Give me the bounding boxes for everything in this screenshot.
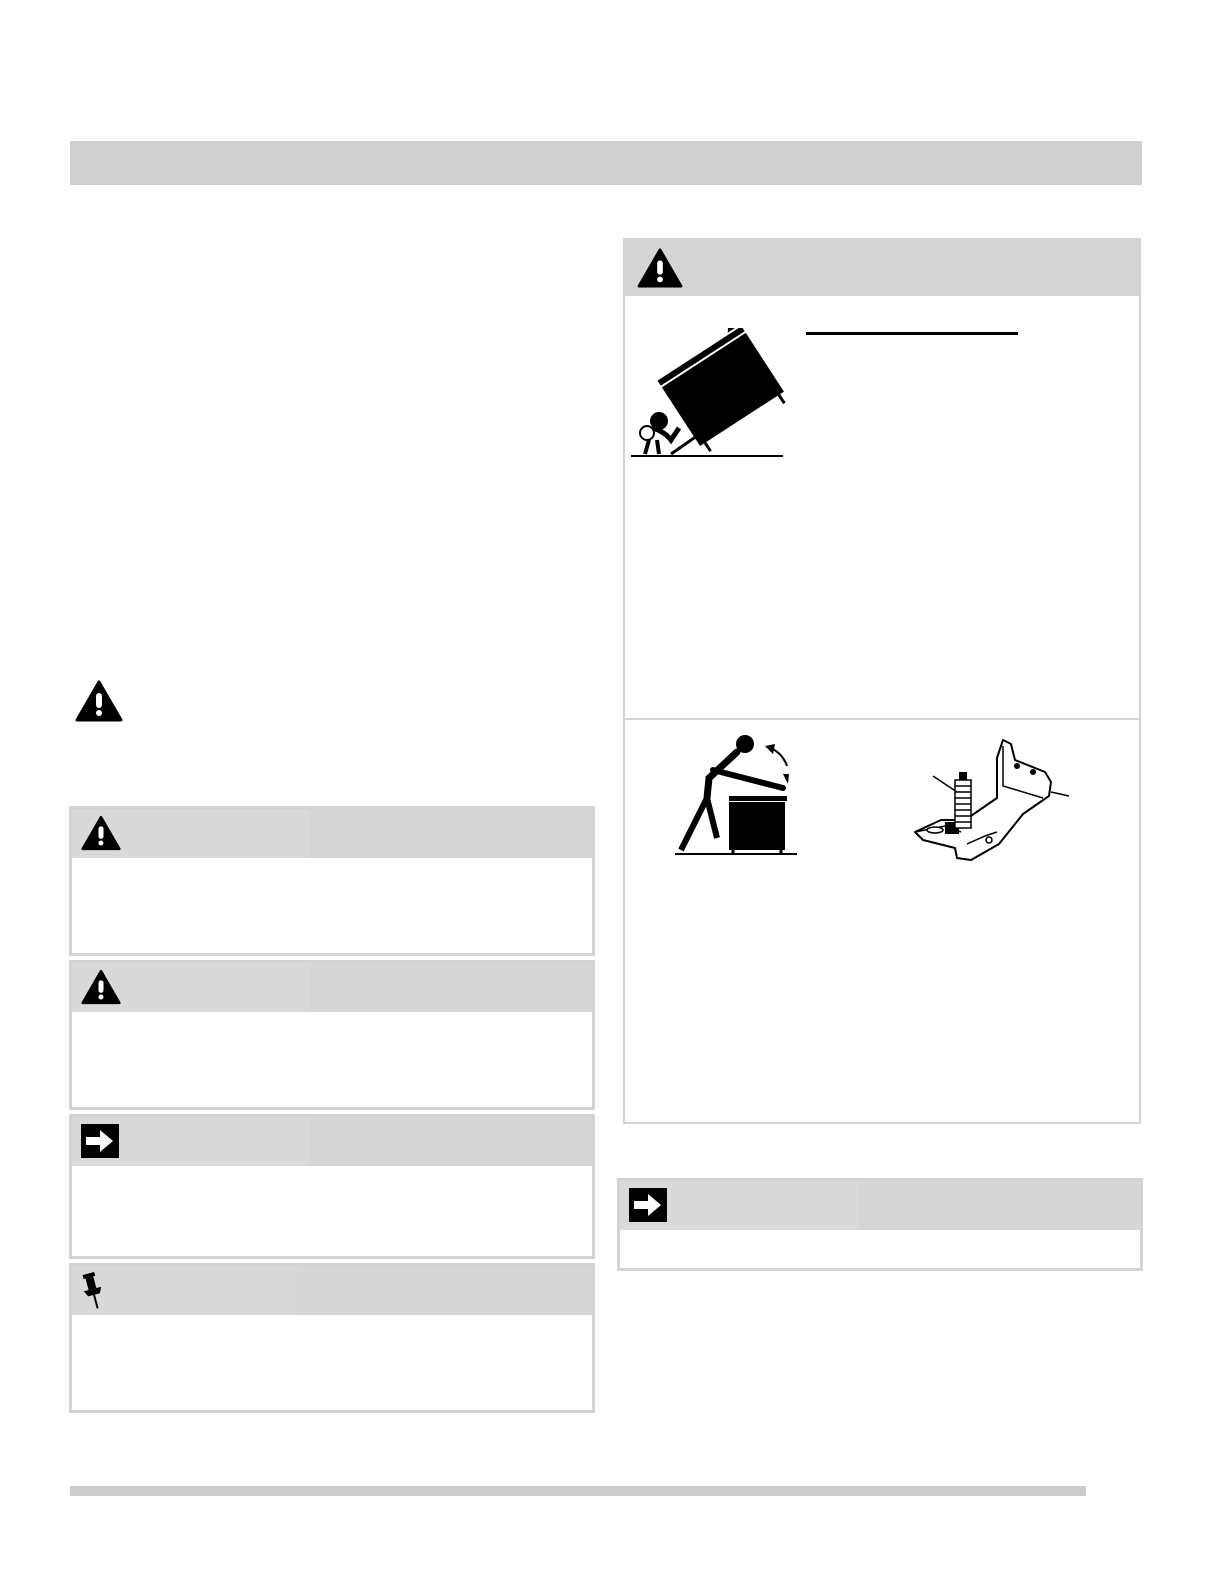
important-box-header (620, 1181, 1140, 1230)
warning-box-2 (69, 960, 595, 1110)
warning-box-header (72, 963, 592, 1012)
warning-triangle-icon (637, 248, 683, 288)
important-box-header (72, 1117, 592, 1166)
warning-triangle-icon (81, 815, 121, 851)
child-tip-over-illustration (631, 328, 787, 460)
warning-triangle-icon (81, 969, 121, 1005)
warning-box-1 (69, 806, 595, 956)
heading-underline (806, 332, 1018, 335)
tip-over-warning-box (623, 238, 1141, 720)
tip-over-warning-header (625, 240, 1139, 296)
footer-rule (70, 1486, 1086, 1496)
note-box (69, 1263, 595, 1413)
important-box-2 (617, 1178, 1143, 1271)
warning-box-header (72, 809, 592, 858)
pushpin-icon (80, 1271, 106, 1311)
important-box-1 (69, 1114, 595, 1259)
warning-triangle-icon (75, 680, 123, 722)
arrow-right-icon (629, 1188, 667, 1222)
arrow-right-icon (81, 1124, 119, 1158)
anti-tip-bracket-illustration (905, 736, 1075, 866)
anti-tip-bracket-box (623, 718, 1141, 1124)
person-tilting-range-illustration (675, 734, 801, 858)
note-box-header (72, 1266, 592, 1315)
header-bar (70, 141, 1142, 185)
